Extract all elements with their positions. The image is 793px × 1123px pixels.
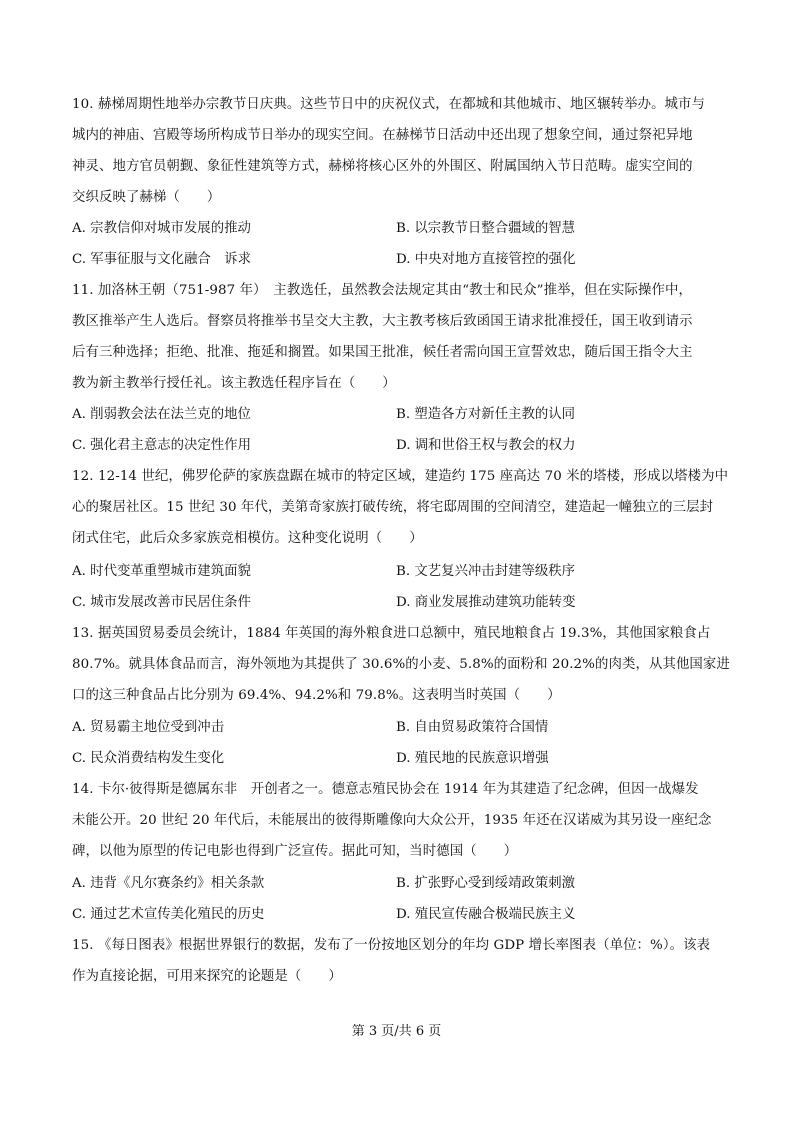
question-13-option-c: C. 民众消费结构发生变化	[72, 751, 225, 766]
question-11-option-a: A. 削弱教会法在法兰克的地位	[72, 407, 251, 422]
question-10-line-1: 10. 赫梯周期性地举办宗教节日庆典。这些节日中的庆祝仪式，在都城和其他城市、地区辗转举办。城市与	[72, 97, 706, 112]
question-10-line-3: 神灵、地方官员朝觐、象征性建筑等方式，赫梯将核心区外的外围区、附属国纳入节日范畴。虚实空间的	[72, 159, 693, 174]
question-10-option-d: D. 中央对地方直接管控的强化	[396, 252, 576, 267]
question-11-line-2: 教区推举产生人选后。督察员将推举书呈交大主教，大主教考核后致函国王请求批准授任，国王收到请示	[72, 314, 693, 329]
question-14-line-3: 碑，以他为原型的传记电影也得到广泛宣传。据此可知，当时德国（ ）	[72, 844, 518, 859]
question-10-line-2: 城内的神庙、宫殿等场所构成节日举办的现实空间。在赫梯节日活动中还出现了想象空间，通过祭祀异地	[72, 128, 693, 143]
page-footer: 第 3 页/共 6 页	[351, 1024, 442, 1039]
question-13-line-1: 13. 据英国贸易委员会统计，1884 年英国的海外粮食进口总额中，殖民地粮食占 19.3%，其他国家粮食占	[72, 626, 711, 641]
question-12-option-d: D. 商业发展推动建筑功能转变	[396, 595, 576, 610]
question-12-option-b: B. 文艺复兴冲击封建等级秩序	[396, 564, 576, 579]
question-10-option-b: B. 以宗教节日整合疆域的智慧	[396, 221, 576, 236]
question-10-option-c: C. 军事征服与文化融合 诉求	[72, 252, 251, 267]
question-11-line-4: 教为新主教举行授任礼。该主教选任程序旨在（ ）	[72, 376, 396, 391]
question-14-option-b: B. 扩张野心受到绥靖政策刺激	[396, 876, 576, 891]
question-13-line-3: 口的这三种食品占比分别为 69.4%、94.2%和 79.8%。这表明当时英国（ ）	[72, 688, 561, 703]
question-13-option-a: A. 贸易霸主地位受到冲击	[72, 720, 225, 735]
question-14-line-2: 未能公开。20 世纪 20 年代后，未能展出的彼得斯雕像向大众公开，1935 年还在汉诺威为其另设一座纪念	[72, 813, 712, 828]
question-14-line-1: 14. 卡尔·彼得斯是德属东非 开创者之一。德意志殖民协会在 1914 年为其建造了纪念碑，但因一战爆发	[72, 782, 699, 797]
question-12-line-2: 心的聚居社区。15 世纪 30 年代，美第奇家族打破传统，将宅邸周围的空间清空，建造起一幢独立的三层封	[72, 500, 714, 515]
question-11-line-1: 11. 加洛林王朝（751-987 年） 主教选任，虽然教会法规定其由“教士和民众”推举，但在实际操作中，	[72, 283, 692, 298]
question-13-line-2: 80.7%。就具体食品而言，海外领地为其提供了 30.6%的小麦、5.8%的面粉和 20.2%的肉类，从其他国家进	[72, 657, 730, 672]
question-14-option-d: D. 殖民宣传融合极端民族主义	[396, 907, 576, 922]
question-14-option-a: A. 违背《凡尔赛条约》相关条款	[72, 876, 265, 891]
question-12-option-c: C. 城市发展改善市民居住条件	[72, 595, 251, 610]
question-12-line-3: 闭式住宅，此后众多家族竞相模仿。这种变化说明（ ）	[72, 531, 423, 546]
question-14-option-c: C. 通过艺术宣传美化殖民的历史	[72, 907, 265, 922]
question-10-line-4: 交织反映了赫梯（ ）	[72, 190, 221, 205]
question-11-option-d: D. 调和世俗王权与教会的权力	[396, 438, 576, 453]
question-15-line-2: 作为直接论据，可用来探究的论题是（ ）	[72, 969, 342, 984]
question-11-option-b: B. 塑造各方对新任主教的认同	[396, 407, 576, 422]
question-12-option-a: A. 时代变革重塑城市建筑面貌	[72, 564, 251, 579]
question-11-option-c: C. 强化君主意志的决定性作用	[72, 438, 251, 453]
question-11-line-3: 后有三种选择；拒绝、批准、拖延和搁置。如果国王批准，候任者需向国王宣誓效忠，随后国王指令大主	[72, 345, 693, 360]
question-10-option-a: A. 宗教信仰对城市发展的推动	[72, 221, 251, 236]
question-15-line-1: 15. 《每日图表》根据世界银行的数据，发布了一份按地区划分的年均 GDP 增长率图表（单位：%）。该表	[72, 938, 711, 953]
question-13-option-b: B. 自由贸易政策符合国情	[396, 720, 549, 735]
question-13-option-d: D. 殖民地的民族意识增强	[396, 751, 549, 766]
question-12-line-1: 12. 12-14 世纪，佛罗伦萨的家族盘踞在城市的特定区域，建造约 175 座高达 70 米的塔楼，形成以塔楼为中	[72, 469, 729, 484]
